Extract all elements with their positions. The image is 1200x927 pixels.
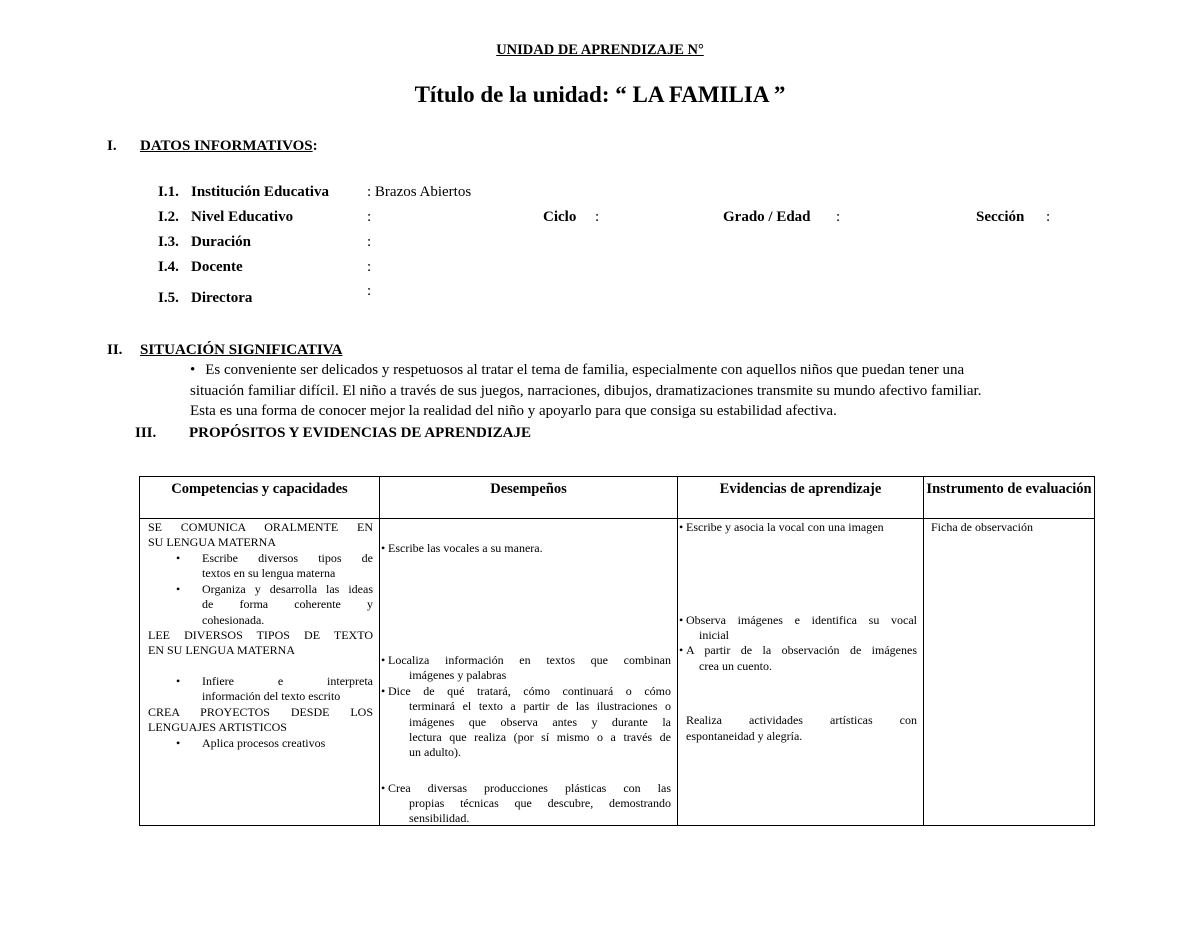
seccion-value: : bbox=[1046, 209, 1051, 225]
field-num-3: I.3. bbox=[158, 234, 179, 250]
comp-1-line-b: SU LENGUA MATERNA bbox=[148, 535, 277, 549]
des-4-line-a: Crea diversas producciones plásticas con las bbox=[388, 781, 671, 795]
des-1-bullet: • bbox=[381, 541, 386, 555]
situacion-line-2: situación familiar difícil. El niño a través de sus juegos, narraciones, dibujos, dramatizaciones transmite su mundo afectivo familiar. bbox=[190, 382, 982, 399]
ciclo-label: Ciclo bbox=[543, 209, 577, 225]
field-value-duracion: : bbox=[367, 234, 372, 250]
cap-3-bullet: • bbox=[176, 674, 181, 688]
des-2-bullet: • bbox=[381, 653, 386, 667]
section1-title: DATOS INFORMATIVOS bbox=[140, 138, 313, 154]
header-desempenos: Desempeños bbox=[380, 477, 678, 519]
des-3-line-d: lectura que realiza (por sí mismo o a través de bbox=[409, 730, 671, 744]
des-3-line-e: un adulto). bbox=[409, 745, 461, 759]
grado-value: : bbox=[836, 209, 841, 225]
comp-2-line-a: LEE DIVERSOS TIPOS DE TEXTO bbox=[148, 628, 373, 642]
des-2-line-b: imágenes y palabras bbox=[409, 668, 507, 682]
evi-1: Escribe y asocia la vocal con una imagen bbox=[686, 520, 884, 534]
des-4-line-b: propias técnicas que descubre, demostrando bbox=[409, 796, 671, 810]
comp-3-line-a: CREA PROYECTOS DESDE LOS bbox=[148, 705, 373, 719]
cell-competencias bbox=[140, 519, 380, 826]
field-label-institucion: Institución Educativa bbox=[191, 184, 329, 200]
instrumento-1: Ficha de observación bbox=[931, 520, 1033, 534]
cap-1-bullet: • bbox=[176, 551, 181, 565]
cell-evidencias bbox=[678, 519, 924, 826]
field-value-docente: : bbox=[367, 259, 372, 275]
grado-label: Grado / Edad bbox=[723, 209, 811, 225]
evi-2-line-a: Observa imágenes e identifica su vocal bbox=[686, 613, 917, 627]
situacion-line-1 bbox=[190, 360, 1080, 381]
situacion-text bbox=[190, 360, 1080, 422]
des-3-bullet: • bbox=[381, 684, 386, 698]
field-label-duracion: Duración bbox=[191, 234, 251, 250]
comp-2-line-b: EN SU LENGUA MATERNA bbox=[148, 643, 295, 657]
field-label-directora: Directora bbox=[191, 290, 253, 306]
cap-1-line-a: Escribe diversos tipos de bbox=[202, 551, 373, 565]
section1-title-wrap bbox=[140, 138, 318, 155]
header-evidencias: Evidencias de aprendizaje bbox=[678, 477, 924, 519]
evi-3-line-a: A partir de la observación de imágenes bbox=[686, 643, 917, 657]
propositos-table bbox=[139, 476, 1095, 826]
evi-2-bullet: • bbox=[679, 613, 684, 627]
unit-title: Título de la unidad: “ LA FAMILIA ” bbox=[414, 82, 786, 107]
cell-instrumento bbox=[924, 519, 1095, 826]
header-competencias: Competencias y capacidades bbox=[140, 477, 380, 519]
situacion-bullet: • bbox=[190, 362, 196, 378]
evi-4-line-b: espontaneidad y alegría. bbox=[686, 729, 803, 743]
section2-numeral: II. bbox=[107, 342, 123, 358]
cap-4-bullet: • bbox=[176, 736, 181, 750]
comp-1-line-a: SE COMUNICA ORALMENTE EN bbox=[148, 520, 373, 534]
field-num-4: I.4. bbox=[158, 259, 179, 275]
field-label-nivel: Nivel Educativo bbox=[191, 209, 294, 225]
des-2-line-a: Localiza información en textos que combinan bbox=[388, 653, 671, 667]
evi-1-bullet: • bbox=[679, 520, 684, 534]
cap-2-line-b: de forma coherente y bbox=[202, 597, 373, 611]
cap-2-line-c: cohesionada. bbox=[202, 613, 265, 627]
field-num-5: I.5. bbox=[158, 290, 179, 306]
table-header-row bbox=[140, 477, 1095, 519]
cap-3-line-b: información del texto escrito bbox=[202, 689, 341, 703]
field-num-1: I.1. bbox=[158, 184, 179, 200]
ciclo-value: : bbox=[595, 209, 600, 225]
cap-2-line-a: Organiza y desarrolla las ideas bbox=[202, 582, 373, 596]
evi-3-bullet: • bbox=[679, 643, 684, 657]
cell-desempenos bbox=[380, 519, 678, 826]
situacion-line-1-text: Es conveniente ser delicados y respetuosos al tratar el tema de familia, especialmente con aquellos niños que puedan tener una bbox=[205, 362, 965, 378]
header-instrumento: Instrumento de evaluación bbox=[924, 477, 1095, 519]
field-value-directora: : bbox=[367, 283, 372, 299]
section1-colon: : bbox=[312, 138, 318, 154]
des-1: Escribe las vocales a su manera. bbox=[388, 541, 543, 555]
section1-numeral: I. bbox=[107, 138, 117, 154]
situacion-line-3: Esta es una forma de conocer mejor la realidad del niño y apoyarlo para que consiga su estabilidad afectiva. bbox=[190, 403, 837, 419]
cap-2-bullet: • bbox=[176, 582, 181, 596]
evi-4-line-a: Realiza actividades artísticas con bbox=[686, 713, 917, 727]
des-3-line-a: Dice de qué tratará, cómo continuará o cómo bbox=[388, 684, 671, 698]
cap-1-line-b: textos en su lengua materna bbox=[202, 566, 336, 580]
comp-3-line-b: LENGUAJES ARTISTICOS bbox=[148, 720, 287, 734]
evi-2-line-b: inicial bbox=[699, 628, 729, 642]
section3-title: PROPÓSITOS Y EVIDENCIAS DE APRENDIZAJE bbox=[189, 425, 532, 441]
unit-heading: UNIDAD DE APRENDIZAJE N° bbox=[496, 42, 704, 58]
seccion-label: Sección bbox=[976, 209, 1025, 225]
table-row bbox=[140, 519, 1095, 826]
field-num-2: I.2. bbox=[158, 209, 179, 225]
des-4-line-c: sensibilidad. bbox=[409, 811, 470, 825]
des-3-line-b: terminará el texto a partir de las ilustraciones o bbox=[409, 699, 671, 713]
section2-title: SITUACIÓN SIGNIFICATIVA bbox=[140, 342, 343, 358]
des-3-line-c: imágenes que observa antes y durante la bbox=[409, 715, 671, 729]
field-value-institucion: : Brazos Abiertos bbox=[367, 184, 472, 200]
des-4-bullet: • bbox=[381, 781, 386, 795]
section3-numeral: III. bbox=[135, 425, 157, 441]
evi-3-line-b: crea un cuento. bbox=[699, 659, 772, 673]
field-value-nivel: : bbox=[367, 209, 372, 225]
cap-4-line: Aplica procesos creativos bbox=[202, 736, 326, 750]
field-label-docente: Docente bbox=[191, 259, 243, 275]
cap-3-line-a: Infiere e interpreta bbox=[202, 674, 373, 688]
